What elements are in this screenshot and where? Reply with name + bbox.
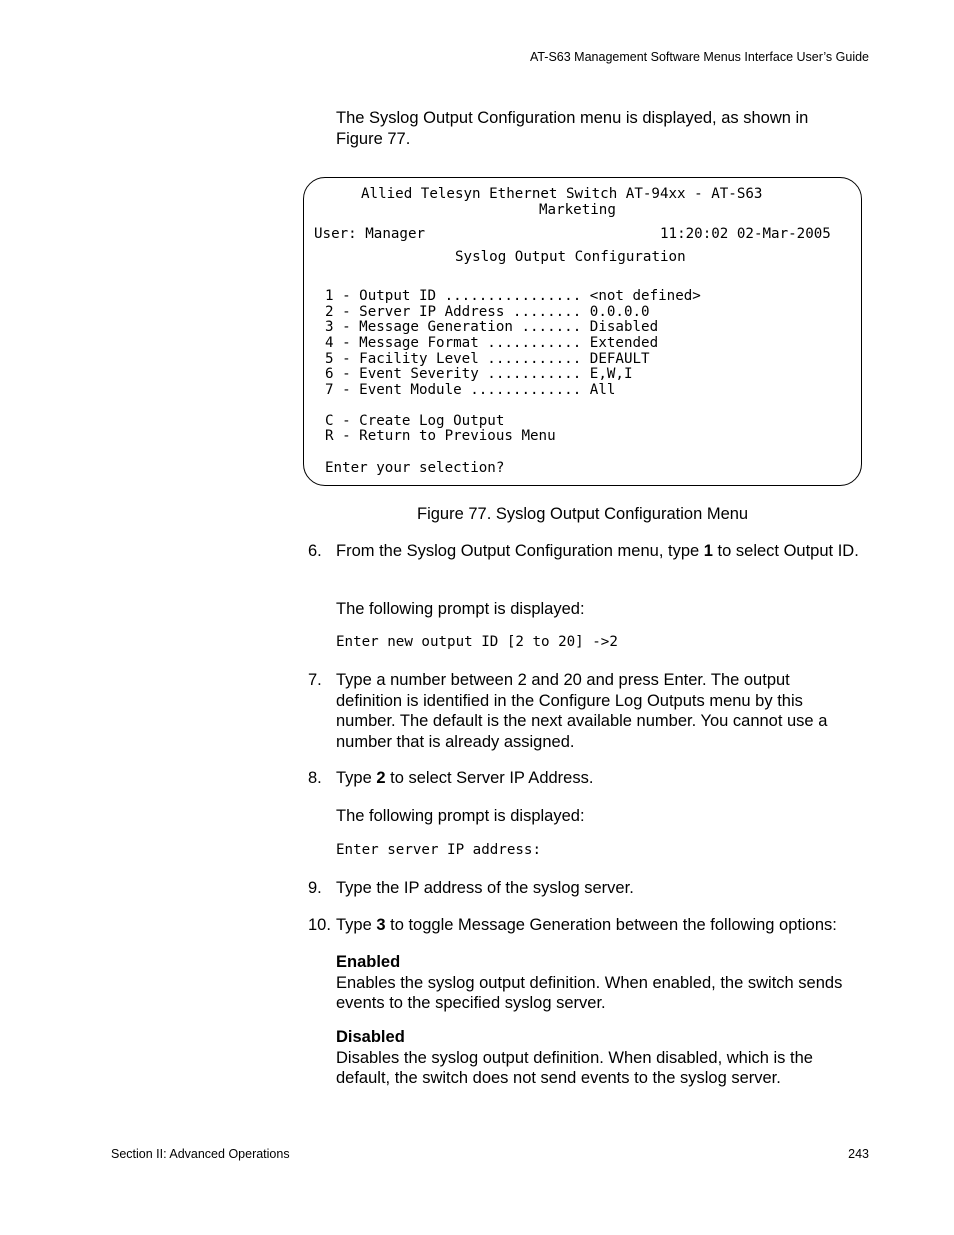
step-6-prompt-label: The following prompt is displayed: [336, 600, 585, 618]
step-9-text: Type the IP address of the syslog server. [336, 879, 634, 897]
screen-user: User: Manager [314, 226, 426, 242]
screen-title-line1: Allied Telesyn Ethernet Switch AT-94xx - AT-S63 [361, 186, 763, 202]
step-7-text: Type a number between 2 and 20 and press Enter. The output definition is identified in the Configure Log Outputs menu by this number. The default is the next available number. You cannot use a number that is already assigned. [336, 671, 828, 751]
screen-menu-title: Syslog Output Configuration [455, 249, 686, 265]
option-disabled [336, 1027, 866, 1089]
step-6-number: 6. [308, 542, 322, 560]
menu-item-message-format: 4 - Message Format ........... Extended [325, 335, 659, 351]
option-disabled-desc: Disables the syslog output definition. When disabled, which is the default, the switch does not send events to the syslog server. [336, 1048, 813, 1087]
menu-item-event-module: 7 - Event Module ............. All [325, 382, 616, 398]
menu-item-event-severity: 6 - Event Severity ........... E,W,I [325, 366, 633, 382]
step-6-prompt-code: Enter new output ID [2 to 20] ->2 [336, 634, 618, 650]
screen-title-line2: Marketing [539, 202, 616, 218]
step-10-number: 10. [308, 916, 331, 934]
step-6-text: From the Syslog Output Configuration menu, type 1 to select Output ID. [336, 542, 859, 560]
terminal-screen-figure [303, 177, 862, 486]
step-8-prompt-label: The following prompt is displayed: [336, 807, 585, 825]
screen-prompt: Enter your selection? [325, 460, 505, 476]
option-enabled-term: Enabled [336, 953, 401, 971]
footer-page-number: 243 [848, 1147, 869, 1161]
menu-item-message-generation: 3 - Message Generation ....... Disabled [325, 319, 659, 335]
step-10-text: Type 3 to toggle Message Generation between the following options: [336, 916, 837, 934]
option-disabled-term: Disabled [336, 1028, 405, 1046]
menu-item-output-id: 1 - Output ID ................ <not defined> [325, 288, 701, 304]
figure-caption: Figure 77. Syslog Output Configuration Menu [417, 505, 749, 523]
step-9-number: 9. [308, 879, 322, 897]
screen-datetime: 11:20:02 02-Mar-2005 [660, 226, 831, 242]
option-enabled [336, 952, 866, 1014]
option-enabled-desc: Enables the syslog output definition. When enabled, the switch sends events to the specified syslog server. [336, 973, 843, 1012]
menu-item-facility-level: 5 - Facility Level ........... DEFAULT [325, 351, 650, 367]
footer-section: Section II: Advanced Operations [111, 1147, 290, 1161]
intro-paragraph: The Syslog Output Configuration menu is displayed, as shown in Figure 77. [336, 109, 809, 148]
menu-item-server-ip: 2 - Server IP Address ........ 0.0.0.0 [325, 304, 650, 320]
step-8-text: Type 2 to select Server IP Address. [336, 769, 594, 787]
step-8-number: 8. [308, 769, 322, 787]
step-7-number: 7. [308, 671, 322, 689]
running-header: AT-S63 Management Software Menus Interface User’s Guide [529, 50, 869, 64]
menu-action-create: C - Create Log Output [325, 413, 505, 429]
menu-action-return: R - Return to Previous Menu [325, 428, 556, 444]
step-8-prompt-code: Enter server IP address: [336, 842, 541, 858]
